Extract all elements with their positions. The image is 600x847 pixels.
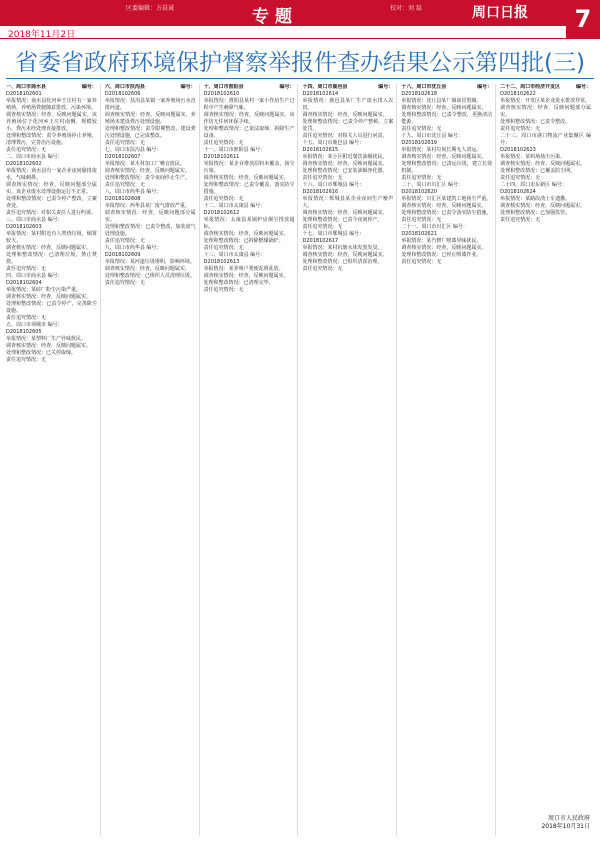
report-text-line: D2018102613: [203, 259, 240, 265]
report-text-line: D2018102610: [203, 91, 240, 97]
report-text-line: 十一、周口市淮阳县 编号：: [203, 147, 266, 153]
masthead-logo: 周口日报: [472, 5, 528, 21]
report-text-line: 责任追究情况：无: [203, 196, 244, 202]
report-text-line: 处理和整改情况：已责令夜间停产。: [302, 217, 383, 223]
report-text-line: 二十一、周口市川汇区 编号：: [401, 224, 468, 230]
article-columns: [6, 84, 594, 836]
report-text-line: 调查核实情况：经查，反映问题部分属实。: [500, 105, 591, 118]
report-text-line: D2018102603: [6, 224, 42, 230]
report-text-line: 调查核实情况：经查，反映问题属实。: [401, 203, 487, 209]
report-text-line: 责任追究情况：无: [104, 238, 145, 244]
report-text-line: 举报情况：某村坑塘水体发黑发臭。: [302, 245, 383, 251]
report-text-line: D2018102609: [104, 252, 141, 258]
report-item-number-label: 编号：: [378, 84, 394, 90]
report-text-line: 举报情况：某木材加工厂噪音扰民。: [104, 161, 185, 167]
report-text-line: 举报情况：淮阳县某村一家小作坊生产过程中产生刺鼻气味。: [203, 98, 295, 111]
page-title: 省委省政府环境保护督察举报件查办结果公示第四批(三): [15, 50, 585, 76]
report-text-line: 五、周口市项城市 编号：: [6, 322, 63, 328]
report-text-line: D2018102618: [401, 91, 437, 97]
header-date-strip: [0, 26, 600, 39]
text-column: [500, 84, 594, 836]
report-text-line: 举报情况：某料场扬尘污染。: [500, 154, 566, 160]
report-text-line: D2018102601: [6, 91, 42, 97]
report-text-line: 责任追究情况：无: [401, 217, 442, 223]
report-text-line: D2018102621: [401, 231, 437, 237]
report-text-line: 处理和整改情况：责令养殖场停止养殖，清理粪污，完善治污设施。: [6, 133, 97, 146]
report-text-line: 处理和整改情况：责令限期整改，建设粪污处理设施，已完成整改。: [104, 126, 196, 139]
report-text-line: 调查核实情况：经查，反映问题属实。: [104, 168, 190, 174]
report-text-line: 调查核实情况：经查，反映问题部分属实。该企业废水处理设施运行不正常。: [6, 182, 97, 195]
report-item-number-label: 编号：: [477, 84, 493, 90]
report-text-line: 处理和整改情况：已依法取缔，拆除生产设备。: [203, 126, 295, 139]
report-text-line: 处理和整改情况：已责令停产，完善除尘设施。: [6, 301, 97, 314]
report-text-line: 调查核实情况：经查，反映问题属实。: [203, 175, 289, 181]
report-text-line: 调查核实情况：经查，反映问题属实。: [6, 245, 92, 251]
report-text-line: 调查核实情况：经查，反映问题部分属实。: [104, 210, 196, 223]
report-text-line: D2018102606: [104, 91, 141, 97]
report-text-line: 处理和整改情况：已关停取缔。: [6, 350, 77, 356]
report-text-line: 二十三、周口市港口物流产业集聚区 编号：: [500, 133, 591, 146]
report-text-line: 举报情况：某砖厂粉尘污染严重。: [6, 287, 82, 293]
report-item-heading: [6, 84, 97, 91]
report-text-line: 处理和整改情况：已责令停产整顿，立案处罚。: [302, 119, 394, 132]
report-text-line: D2018102615: [302, 147, 339, 153]
report-text-line: 二、周口市商水县 编号：: [6, 154, 63, 160]
report-text-line: 十三、周口市太康县 编号：: [203, 252, 266, 258]
report-item: [204, 84, 295, 294]
report-text-line: 十六、周口市郸城县 编号：: [302, 182, 365, 188]
report-item-heading: [401, 84, 492, 91]
report-text-line: 责任追究情况：无: [401, 126, 442, 132]
report-text-line: 举报情况：某养殖户粪便乱堆乱放。: [203, 266, 284, 272]
report-text-line: 举报情况：某企业堆放原料未覆盖，扬尘污染。: [203, 161, 295, 174]
report-text-line: 责任追究情况：无: [104, 182, 145, 188]
report-text-line: 责任追究情况：无: [6, 357, 47, 363]
report-text-line: D2018102620: [401, 189, 437, 195]
report-text-line: 十二、周口市太康县 编号：: [203, 203, 266, 209]
report-text-line: 调查核实情况：经查，反映问题属实。: [302, 161, 388, 167]
report-text-line: 处理和整改情况：已安装油烟净化器。: [302, 168, 388, 174]
report-text-line: 调查核实情况：经查，反映问题属实。: [401, 245, 487, 251]
editor-credit: 区委编辑：方晨诚: [126, 5, 175, 12]
report-text-line: 举报情况：某村附近有人焚烧垃圾，烟雾较大。: [6, 231, 97, 244]
report-text-line: 处理和整改情况：已清理完毕。: [203, 280, 274, 286]
report-text-line: 责任追究情况：无: [203, 287, 244, 293]
report-item-heading: [302, 84, 393, 91]
report-text-line: 十七、周口市郸城县 编号：: [302, 231, 365, 237]
report-text-line: 举报情况：某小区附近餐饮油烟扰民。: [302, 154, 388, 160]
report-text-line: 处理和整改情况：已组织清淤治理。: [302, 259, 383, 265]
report-text-line: 处理和整改情况：已拆除燃煤锅炉。: [203, 238, 284, 244]
report-item: [401, 84, 492, 266]
report-text-line: D2018102607: [104, 154, 141, 160]
report-text-line: 调查核实情况：经查，反映问题属实。: [302, 112, 388, 118]
report-item-number-label: 编号：: [81, 84, 97, 90]
report-text-line: 调查核实情况：经查，反映问题属实。养殖场未建设粪污处理设施。: [104, 112, 196, 125]
text-column: [204, 84, 299, 836]
report-item-number-label: 编号：: [279, 84, 295, 90]
report-text-line: 处理和整改情况：已责令覆盖，落实防尘措施。: [203, 182, 295, 195]
report-text-line: 九、周口市西华县 编号：: [104, 245, 162, 251]
report-text-line: 举报情况：商水县化河乡王庄村有一家养殖场，养殖场粪便随意排放，污染环境。: [6, 98, 97, 111]
report-item-heading: [105, 84, 196, 91]
report-text-line: 处理和整改情况：已责令停产整改，立案查处。: [6, 196, 97, 209]
report-text-line: 举报情况：某路段渣土车遗撒。: [500, 196, 571, 202]
report-text-line: 举报情况：郸城县某企业夜间生产噪声大。: [302, 196, 394, 209]
report-text-line: D2018102612: [203, 210, 240, 216]
signoff: [541, 815, 590, 831]
report-text-line: 处理和整改情况：已覆盖防尘网。: [500, 168, 576, 174]
report-text-line: 责任追究情况：无: [104, 280, 145, 286]
signoff-org: 周口市人民政府: [547, 815, 590, 822]
report-text-line: 举报情况：太康县某锅炉房烟尘排放超标。: [203, 217, 295, 230]
text-column: [6, 84, 101, 836]
report-text-line: 举报情况：西华县某厂废气排放严重。: [104, 203, 190, 209]
report-item-number-label: 编号：: [180, 84, 196, 90]
title-divider: [6, 78, 594, 79]
page-header: [0, 0, 600, 38]
report-text-line: 处理和整改情况：责令夜间停止生产。: [104, 175, 190, 181]
report-text-line: 举报情况：某村垃圾长期无人清运。: [401, 147, 482, 153]
report-text-line: 责任追究情况：无: [302, 224, 343, 230]
report-item-heading: [500, 84, 591, 91]
report-item-title: 十四、周口市鹿邑县: [302, 84, 348, 90]
text-column: [401, 84, 496, 836]
report-text-line: D2018102605: [6, 329, 42, 335]
report-text-line: 举报情况：某塑料厂生产异味扰民。: [6, 336, 87, 342]
report-text-line: 举报情况：某河道垃圾堆积，影响环境。: [104, 259, 195, 265]
page-number: 7: [566, 0, 600, 38]
report-text-line: 责任追究情况：无: [500, 175, 541, 181]
report-text-line: 处理和整改情况：已清运垃圾，建立长效机制。: [401, 161, 493, 174]
report-text-line: D2018102614: [302, 91, 339, 97]
report-text-line: 七、周口市扶沟县 编号：: [104, 147, 162, 153]
report-text-line: 举报情况：沈丘县某厂烟囱冒黑烟。: [401, 98, 482, 104]
report-text-line: D2018102617: [302, 238, 339, 244]
report-item-heading: [204, 84, 295, 91]
report-text-line: D2018102623: [500, 147, 536, 153]
report-text-line: 责任追究情况：无: [500, 217, 541, 223]
report-text-line: 责任追究情况：无: [302, 266, 343, 272]
report-text-line: 调查核实情况：经查，反映问题属实。: [302, 252, 388, 258]
report-text-line: 十五、周口市鹿邑县 编号：: [302, 140, 365, 146]
report-text-line: 处理和整改情况：已责令整改。: [500, 119, 571, 125]
report-text-line: 责任追究情况：无: [401, 259, 442, 265]
report-text-line: 责任追究情况：无: [500, 126, 541, 132]
report-text-line: 四、周口市商水县 编号：: [6, 273, 63, 279]
report-item: [302, 84, 393, 273]
report-text-line: D2018102611: [203, 154, 240, 160]
report-text-line: 调查核实情况：经查，反映问题属实。: [302, 210, 388, 216]
report-text-line: 责任追究情况：无: [203, 245, 244, 251]
report-text-line: 调查核实情况：经查，反映问题属实。: [401, 105, 487, 111]
report-text-line: 举报情况：商水县有一家企业夜间偷排废水，气味刺鼻。: [6, 168, 97, 181]
report-text-line: 处理和整改情况：已责令整改，加装废气处理设施。: [104, 224, 196, 237]
report-text-line: 二十四、周口市东新区 编号：: [500, 182, 567, 188]
report-text-line: 举报情况：鹿邑县某厂生产废水排入农田。: [302, 98, 394, 111]
report-text-line: 调查核实情况：经查，反映问题属实。: [203, 273, 289, 279]
report-text-line: 二十、周口市川汇区 编号：: [401, 182, 463, 188]
text-column: [302, 84, 397, 836]
proof-credit: 校对：刘 磊: [390, 5, 422, 12]
report-item-number-label: 编号：: [575, 84, 591, 90]
report-text-line: 调查核实情况：经查，反映问题属实。: [6, 294, 92, 300]
report-text-line: 八、周口市西华县 编号：: [104, 189, 162, 195]
report-text-line: D2018102602: [6, 161, 42, 167]
section-name: 专题: [252, 7, 298, 27]
report-item-title: 十、周口市淮阳县: [203, 84, 244, 90]
report-text-line: 三、周口市商水县 编号：: [6, 217, 63, 223]
report-text-line: 责任追究情况：无: [6, 266, 47, 272]
report-text-line: 调查核实情况：经查，反映问题属实。该作坊无任何环保手续。: [203, 112, 295, 125]
report-text-line: 责任追究情况：无: [401, 175, 442, 181]
report-text-line: 调查核实情况：经查，反映问题属实。: [203, 231, 289, 237]
report-text-line: 责任追究情况：无: [203, 140, 244, 146]
report-text-line: 调查核实情况：经查，反映问题属实。: [104, 266, 190, 272]
report-text-line: 处理和整改情况：已组织人员清理垃圾。: [104, 273, 195, 279]
report-text-line: 举报情况：开发区某企业废水排放异常。: [500, 98, 591, 104]
report-text-line: 调查核实情况：经查，反映问题属实。: [401, 154, 487, 160]
report-item-title: 二十二、周口市经济开发区: [500, 84, 561, 90]
report-text-line: 十九、周口市沈丘县 编号：: [401, 133, 463, 139]
report-text-line: 处理和整改情况：已清理垃圾，禁止焚烧。: [6, 252, 97, 265]
report-item-title: 六、周口市扶沟县: [104, 84, 145, 90]
report-text-line: 处理和整改情况：已加强监管。: [500, 210, 571, 216]
report-item-title: 一、周口市商水县: [6, 84, 47, 90]
report-text-line: D2018102604: [6, 280, 42, 286]
report-text-line: D2018102624: [500, 189, 536, 195]
report-text-line: D2018102608: [104, 196, 141, 202]
report-item-title: 十八、周口市沈丘县: [401, 84, 447, 90]
report-text-line: D2018102619: [401, 140, 437, 146]
report-text-line: 责任追究情况：无: [302, 175, 343, 181]
report-text-line: 调查核实情况：经查，反映问题属实。: [6, 343, 92, 349]
report-text-line: 调查核实情况：经查，反映问题属实。: [500, 161, 586, 167]
issue-date: 2018年11月2日: [8, 30, 76, 40]
report-text-line: 举报情况：扶沟县某镇一家养殖场污水直排河道。: [104, 98, 196, 111]
report-text-line: 处理和整改情况：已责令整改，更换清洁能源。: [401, 112, 493, 125]
report-text-line: 调查核实情况：经查，反映问题属实。该养殖场位于化河乡王庄村南侧，规模较小，粪污未经处理直接排放。: [6, 112, 97, 132]
text-column: [105, 84, 200, 836]
report-text-line: 责任追究情况：无: [6, 147, 47, 153]
report-text-line: 处理和整改情况：已停止喷漆作业。: [401, 252, 482, 258]
report-text-line: 责任追究情况：对相关责任人进行约谈。: [6, 210, 97, 216]
report-item: [105, 84, 196, 287]
report-text-line: 调查核实情况：经查，反映问题属实。: [500, 203, 586, 209]
report-text-line: 举报情况：某汽修厂喷漆异味扰民。: [401, 238, 482, 244]
report-text-line: 责任追究情况：无: [6, 315, 47, 321]
report-text-line: D2018102616: [302, 189, 339, 195]
report-text-line: 处理和整改情况：已责令落实防尘措施。: [401, 210, 492, 216]
report-text-line: 举报情况：川汇区某建筑工地扬尘严重。: [401, 196, 492, 202]
signoff-date: 2018年10月31日: [541, 823, 590, 830]
report-text-line: 责任追究情况：无: [104, 140, 145, 146]
report-item: [6, 84, 97, 364]
report-text-line: D2018102622: [500, 91, 536, 97]
report-text-line: 责任追究情况：对相关人员进行问责。: [302, 133, 388, 139]
report-item: [500, 84, 591, 224]
